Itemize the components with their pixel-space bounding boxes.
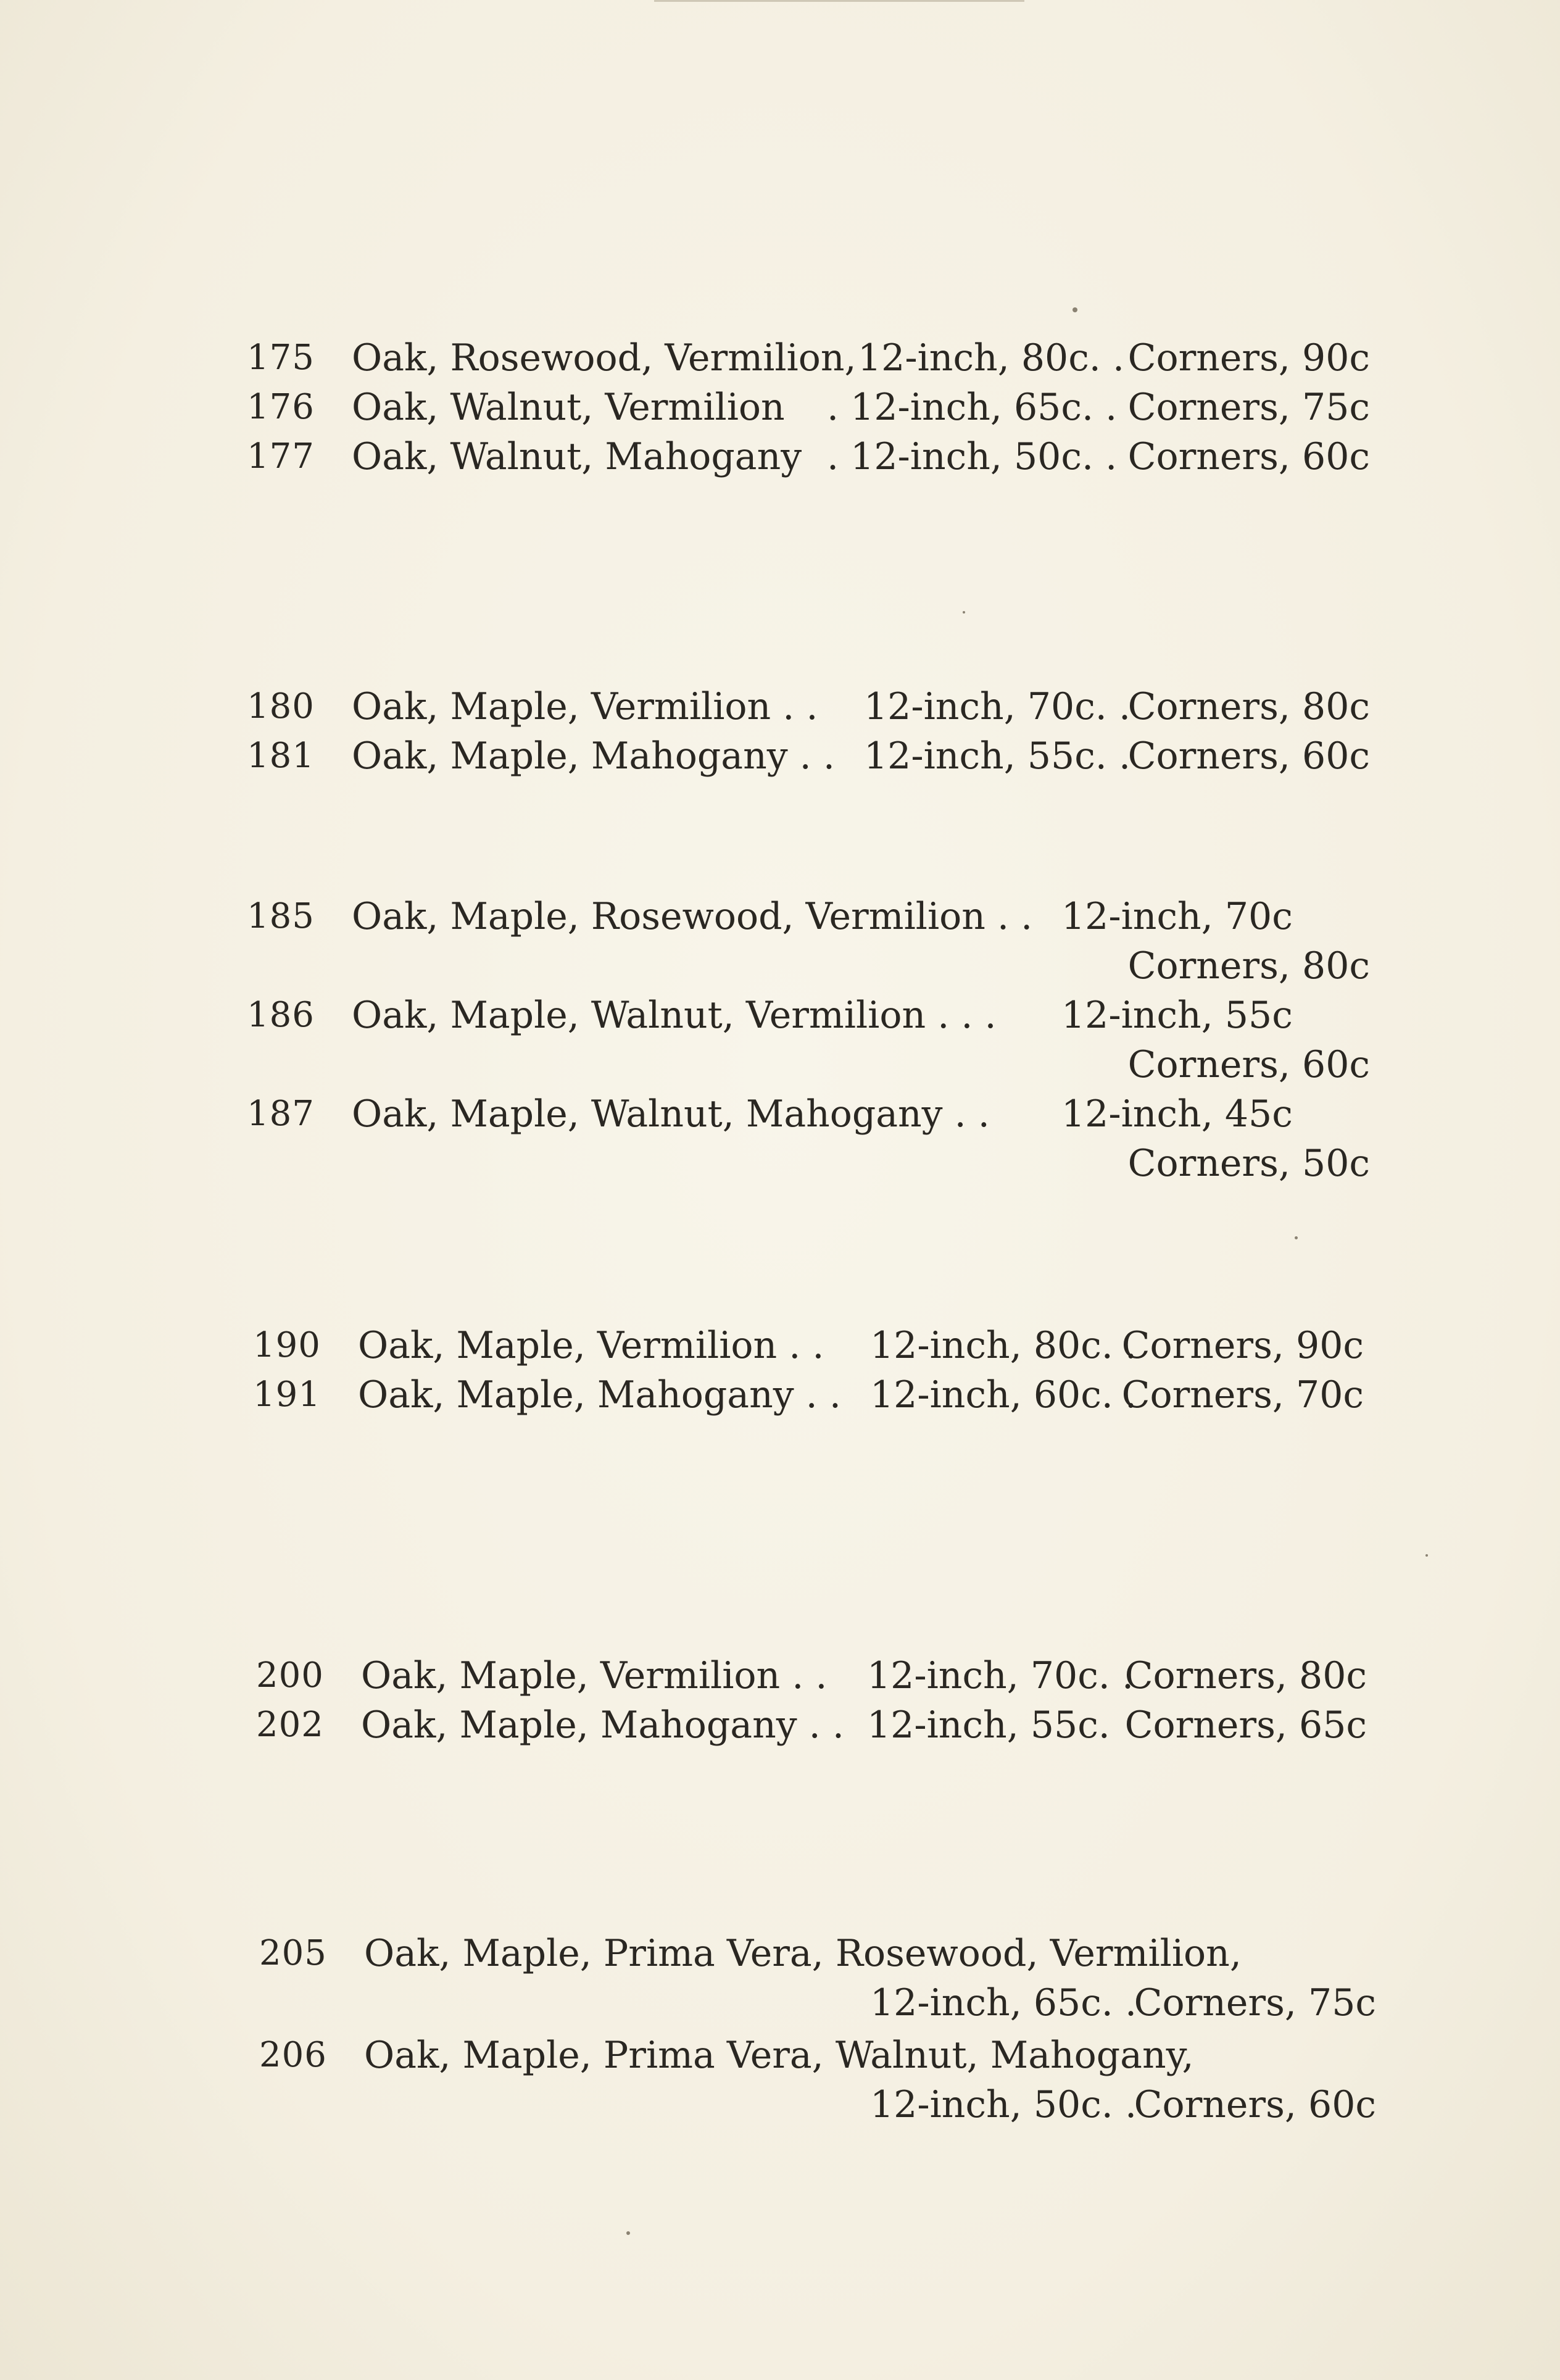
list-item-continuation <box>247 1040 1370 1089</box>
item-price: . 12-inch, 50c. . <box>827 435 1118 478</box>
item-number: 191 <box>253 1375 321 1415</box>
list-item-continuation <box>259 2080 1376 2129</box>
list-item <box>256 1700 1367 1750</box>
list-item <box>259 1929 1376 1978</box>
list-item <box>247 682 1370 731</box>
item-corners-price: Corners, 75c <box>1134 1981 1376 2024</box>
list-item <box>259 2031 1376 2080</box>
item-description: Oak, Maple, Mahogany . . <box>358 1373 841 1417</box>
paper-speck <box>963 611 965 614</box>
item-price: 12-inch, 55c <box>1061 994 1293 1037</box>
item-description: Oak, Maple, Vermilion . . <box>358 1324 824 1367</box>
item-description: Oak, Maple, Walnut, Vermilion . . . <box>352 994 997 1037</box>
paper-speck <box>1425 1554 1428 1557</box>
item-corners-price: Corners, 60c <box>1134 2083 1376 2126</box>
item-number: 175 <box>247 338 315 378</box>
item-corners-price: Corners, 80c <box>1124 1654 1367 1697</box>
item-corners-price: Corners, 60c <box>1127 435 1370 478</box>
item-description: Oak, Rosewood, Vermilion, <box>352 336 857 380</box>
item-description: Oak, Maple, Prima Vera, Rosewood, Vermilion, <box>364 1932 1242 1975</box>
item-price: 12-inch, 70c. . <box>864 685 1131 728</box>
item-corners-price: Corners, 80c <box>1127 685 1370 728</box>
item-corners-price: Corners, 70c <box>1121 1373 1364 1417</box>
item-number: 185 <box>247 896 315 936</box>
paper-speck <box>1072 307 1077 312</box>
item-price: 12-inch, 70c <box>1061 895 1293 938</box>
list-item <box>247 892 1370 941</box>
item-number: 205 <box>259 1933 327 1973</box>
item-description: Oak, Maple, Prima Vera, Walnut, Mahogany, <box>364 2034 1194 2077</box>
item-description: Oak, Maple, Mahogany . . <box>352 734 835 778</box>
item-number: 190 <box>253 1325 321 1365</box>
item-corners-price: Corners, 60c <box>1127 734 1370 778</box>
item-number: 180 <box>247 686 315 726</box>
top-edge-rule <box>654 0 1024 2</box>
item-description: Oak, Maple, Mahogany . . <box>361 1704 844 1747</box>
item-corners-price: Corners, 65c <box>1124 1704 1367 1747</box>
item-number: 206 <box>259 2035 327 2075</box>
item-price: 12-inch, 55c. . <box>864 734 1131 778</box>
item-number: 186 <box>247 995 315 1035</box>
list-item <box>247 432 1370 481</box>
list-item <box>247 383 1370 432</box>
paper-speck <box>1295 1236 1298 1239</box>
list-item <box>253 1321 1364 1370</box>
paper-speck <box>626 2231 630 2235</box>
item-price: 12-inch, 70c. . <box>867 1654 1134 1697</box>
item-price: 12-inch, 60c. . <box>870 1373 1137 1417</box>
list-item <box>253 1370 1364 1420</box>
item-description: Oak, Maple, Vermilion . . <box>352 685 818 728</box>
item-description: Oak, Maple, Rosewood, Vermilion . . <box>352 895 1033 938</box>
item-price: 12-inch, 45c <box>1061 1092 1293 1136</box>
list-item <box>247 333 1370 383</box>
item-price: 12-inch, 80c. . <box>870 1324 1137 1367</box>
item-price: 12-inch, 80c. . <box>858 336 1125 380</box>
item-corners-price: Corners, 50c <box>1127 1142 1370 1185</box>
list-item <box>247 991 1370 1040</box>
item-corners-price: Corners, 80c <box>1127 944 1370 988</box>
item-corners-price: Corners, 75c <box>1127 386 1370 429</box>
item-description: Oak, Maple, Vermilion . . <box>361 1654 828 1697</box>
item-number: 202 <box>256 1705 324 1745</box>
list-item-continuation <box>259 1978 1376 2028</box>
item-price: 12-inch, 50c. . <box>870 2083 1137 2126</box>
list-item <box>247 1089 1370 1139</box>
list-item <box>247 731 1370 781</box>
item-number: 177 <box>247 436 315 476</box>
list-item <box>256 1651 1367 1700</box>
item-number: 200 <box>256 1655 324 1696</box>
item-number: 176 <box>247 387 315 427</box>
item-number: 181 <box>247 736 315 776</box>
item-description: Oak, Walnut, Vermilion <box>352 386 785 429</box>
item-description: Oak, Walnut, Mahogany <box>352 435 802 478</box>
item-corners-price: Corners, 90c <box>1127 336 1370 380</box>
item-corners-price: Corners, 90c <box>1121 1324 1364 1367</box>
item-description: Oak, Maple, Walnut, Mahogany . . <box>352 1092 990 1136</box>
item-price: 12-inch, 65c. . <box>870 1981 1137 2024</box>
item-number: 187 <box>247 1094 315 1134</box>
list-item-continuation <box>247 1139 1370 1188</box>
item-price: . 12-inch, 65c. . <box>827 386 1118 429</box>
item-corners-price: Corners, 60c <box>1127 1043 1370 1086</box>
list-item-continuation <box>247 941 1370 991</box>
item-price: 12-inch, 55c. <box>867 1704 1110 1747</box>
